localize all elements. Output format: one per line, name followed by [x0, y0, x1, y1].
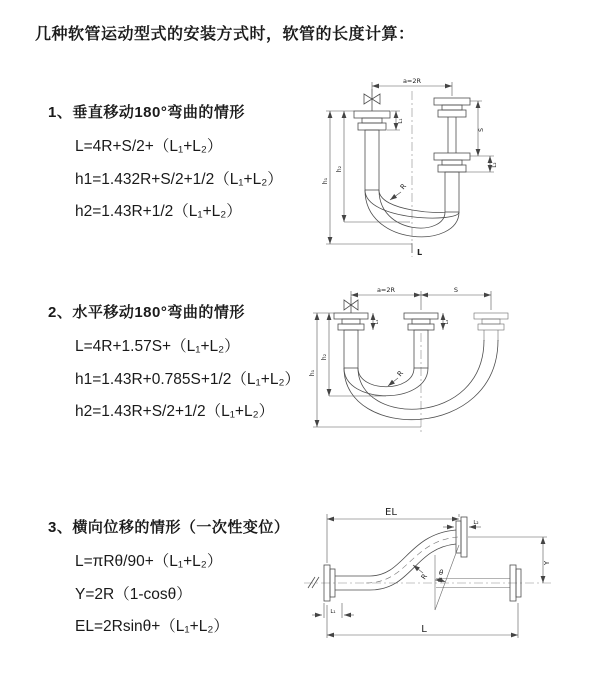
- label-theta: θ: [439, 569, 444, 577]
- radius-callout: [413, 565, 429, 581]
- dim-l2: [459, 156, 498, 172]
- section-3-heading: 3、横向位移的情形（一次性变位）: [48, 519, 290, 536]
- label-a2r: a=2R: [402, 77, 422, 85]
- dim-s: [421, 286, 491, 295]
- left-flange: [334, 313, 368, 330]
- section-1-heading: 1、垂直移动180°弯曲的情形: [48, 104, 245, 121]
- dim-h2: [336, 111, 410, 222]
- hose-s-curve: [366, 530, 458, 590]
- formula-h2: h2=1.43R+S/2+1/2（L₁+L₂）: [75, 403, 275, 420]
- dim-h1: [322, 111, 412, 244]
- label-l1: L₁: [398, 118, 404, 124]
- label-el: EL: [385, 507, 397, 518]
- diagram-horizontal-180: [303, 283, 540, 451]
- diagram-vertical-180: [310, 73, 532, 265]
- dim-el: [327, 507, 459, 563]
- label-a2r: a=2R: [376, 286, 396, 294]
- dim-a2r: [351, 286, 491, 310]
- dim-l1: [387, 111, 404, 130]
- formula-h1: h1=1.43R+0.785S+1/2（L₁+L₂）: [75, 370, 300, 388]
- dim-h2: [321, 313, 386, 396]
- dim-s: [470, 101, 494, 156]
- angle-construction: [435, 545, 459, 610]
- radius-callout: [390, 182, 408, 200]
- break-mark: [308, 577, 319, 588]
- dim-l1: [373, 313, 380, 330]
- right-upper-flange: [434, 98, 470, 117]
- label-l: L: [417, 248, 423, 257]
- right-pipe-stem: [448, 117, 456, 153]
- label-l2: L₂: [492, 162, 498, 168]
- label-l1: L₁: [374, 319, 380, 325]
- left-flange: [354, 111, 390, 130]
- label-s: S: [453, 286, 459, 294]
- dim-h1: [309, 313, 421, 427]
- formula-h1: h1=1.432R+S/2+1/2（L₁+L₂）: [75, 170, 283, 188]
- label-s: S: [478, 128, 485, 132]
- formula-L: L=πRθ/90+（L₁+L₂）: [75, 553, 223, 570]
- right-lower-flange: [434, 153, 470, 172]
- formula-L: L=4R+S/2+（L₁+L₂）: [75, 138, 223, 155]
- section-horizontal-180: [48, 301, 300, 429]
- formula-EL: EL=2Rsinθ+（L₁+L₂）: [75, 618, 229, 635]
- label-r: R: [419, 572, 430, 582]
- label-l1: L₁: [330, 609, 336, 615]
- label-h1: h₁: [309, 369, 316, 377]
- section-2-formulas: [48, 331, 300, 429]
- left-hose-braid: [365, 130, 379, 190]
- section-vertical-180: [48, 101, 283, 229]
- page-title: 几种软管运动型式的安装方式时，软管的长度计算：: [35, 26, 415, 43]
- label-y: Y: [543, 560, 551, 566]
- dim-l2: [443, 313, 450, 330]
- formula-Y: Y=2R（1-cosθ）: [75, 585, 192, 603]
- dim-y: [468, 537, 551, 583]
- valve-icon: [364, 89, 380, 111]
- label-h1: h₁: [322, 177, 329, 185]
- dim-l1: [312, 603, 354, 618]
- formula-h2: h2=1.43R+1/2（L₁+L₂）: [75, 203, 242, 220]
- section-1-formulas: [48, 131, 283, 229]
- middle-flange: [404, 313, 438, 330]
- section-2-heading: 2、水平移动180°弯曲的情形: [48, 304, 245, 321]
- label-l2: L₂: [473, 520, 479, 526]
- dim-l: [327, 603, 518, 638]
- valve-icon: [344, 297, 358, 313]
- formula-L: L=4R+1.57S+（L₁+L₂）: [75, 338, 240, 355]
- label-r: R: [398, 182, 409, 192]
- label-l2: L₂: [444, 319, 450, 325]
- label-h2: h₂: [336, 165, 343, 173]
- label-r: R: [395, 369, 406, 379]
- dim-l2: [443, 520, 481, 527]
- section-3-formulas: [48, 546, 289, 644]
- section-lateral-displacement: [48, 516, 289, 644]
- right-flange: [474, 313, 508, 341]
- dim-l-bottom: [412, 243, 422, 257]
- label-h2: h₂: [321, 353, 328, 361]
- left-hose-braid: [344, 330, 358, 368]
- right-hose-braid: [445, 172, 459, 212]
- diagram-lateral-displacement: [296, 503, 562, 645]
- label-l: L: [421, 624, 427, 635]
